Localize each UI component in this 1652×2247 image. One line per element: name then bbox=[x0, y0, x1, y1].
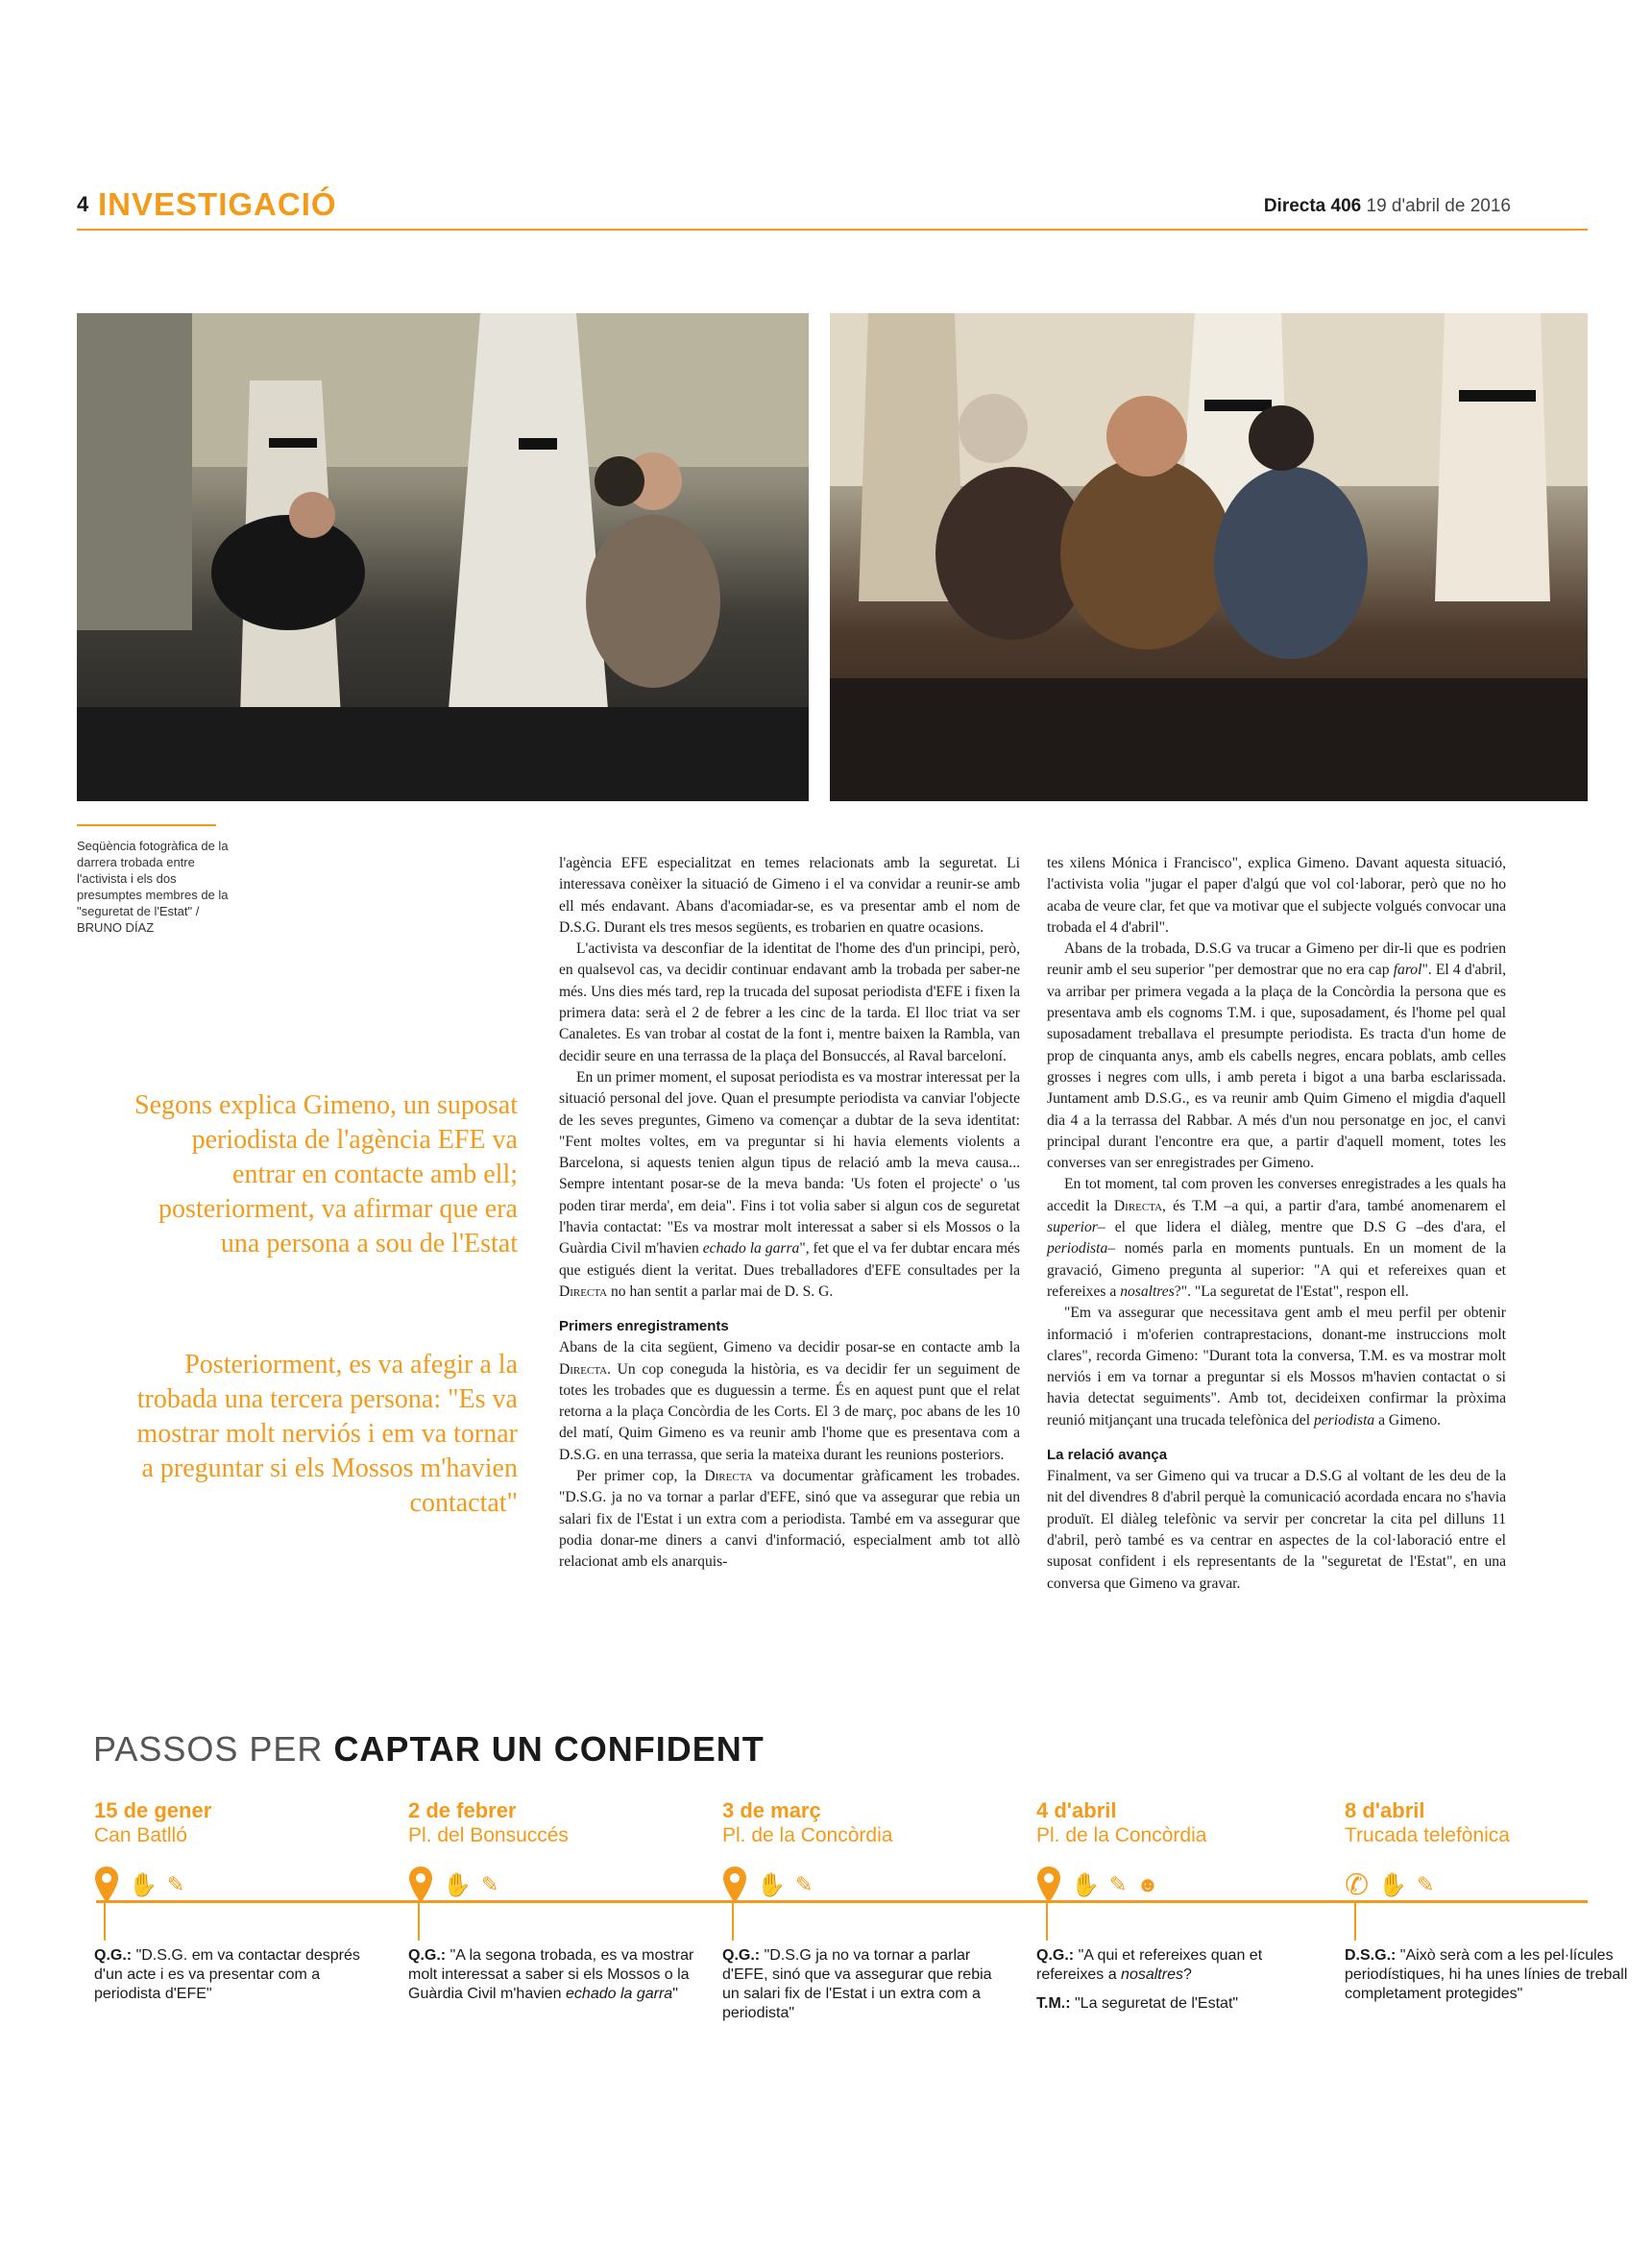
publication-name: Directa 406 bbox=[1263, 196, 1362, 216]
timeline-step bbox=[1345, 1798, 1628, 2004]
timeline-step bbox=[722, 1798, 1010, 2023]
step-place: Trucada telefònica bbox=[1345, 1824, 1510, 1846]
phone-icon: ✆ bbox=[1345, 1868, 1370, 1901]
pull-quote-1: Segons explica Gimeno, un suposat periodista de l'agència EFE va entrar en contacte amb ell; posteriorment, va afirmar que era una persona a sou de l'Estat bbox=[134, 1090, 518, 1258]
location-pin-icon bbox=[408, 1866, 433, 1904]
timeline-title-light: PASSOS PER bbox=[93, 1729, 324, 1769]
step-place: Pl. de la Concòrdia bbox=[1036, 1824, 1207, 1846]
paragraph: En un primer moment, el suposat periodista es va mostrar interessat per la situació personal del jove. Quan el presumpte periodista va canviar l'objecte de les seves preguntes, Gimeno va començar a dubtar de la seva identitat: "Fent moltes voltes, em va preguntar si hi havia elements violents a Barcelona, si aquests tenien algun tipus de relació amb la meva causa... Sempre intentant posar-se de la meva banda: 'Us foten el projecte' o 'us poden tirar merda', em deia". Fins i tot volia saber si algun cos de seguretat l'havia contactat: "Es va mostrar molt interessat a saber si els Mossos o la Guàrdia Civil m'havien echado la garra", fet que el va fer dubtar encara més que estigués dient la veritat. Dues treballadores d'EFE consultades per la Directa no han sentit a parlar mai de D. S. G. bbox=[559, 1068, 1020, 1300]
photo-caption bbox=[77, 838, 231, 936]
article-column-2 bbox=[1047, 853, 1506, 1595]
hand-icon: ✋ bbox=[443, 1872, 472, 1898]
step-place: Can Batlló bbox=[94, 1824, 187, 1846]
step-quote: Q.G.: "A la segona trobada, es va mostrar molt interessat a saber si els Mossos o la Guàrdia Civil m'havien echado la garra" bbox=[408, 1947, 694, 2002]
step-date: 3 de març bbox=[722, 1798, 821, 1822]
timeline-stem bbox=[1046, 1902, 1048, 1941]
step-date: 8 d'abril bbox=[1345, 1798, 1425, 1822]
pencil-icon: ✎ bbox=[1108, 1872, 1128, 1896]
location-pin-icon bbox=[94, 1866, 119, 1904]
article-column-1 bbox=[559, 853, 1020, 1574]
subheading: La relació avança bbox=[1047, 1447, 1168, 1464]
step-quote: Q.G.: "A qui et refereixes quan et refereixes a nosaltres? bbox=[1036, 1947, 1263, 1983]
paragraph: Finalment, va ser Gimeno qui va trucar a D.S.G al voltant de les deu de la nit del divendres 8 d'abril perquè la comunicació acordada encara no s'havia produït. El diàleg telefònic va servir per concretar la cita pel dilluns 11 d'abril, però també es va centrar en aspectes de la col·laboració entre el suposat confident i els representants de la "seguretat de l'Estat", en una conversa que Gimeno va gravar. bbox=[1047, 1468, 1506, 1592]
hand-icon: ✋ bbox=[1378, 1872, 1408, 1898]
hand-icon: ✋ bbox=[129, 1872, 158, 1898]
timeline-stem bbox=[104, 1902, 106, 1941]
header-rule bbox=[77, 229, 1588, 231]
location-pin-icon bbox=[722, 1866, 747, 1904]
paragraph: tes xilens Mónica i Francisco", explica Gimeno. Davant aquesta situació, l'activista volia "jugar el paper d'algú que vol col·laborar, però que no ho acaba de veure clar, fet que va motivar que el subjecte volgués convocar una trobada el 4 d'abril". bbox=[1047, 855, 1506, 936]
step-quote-2: T.M.: "La seguretat de l'Estat" bbox=[1036, 1995, 1239, 2012]
subheading: Primers enregistraments bbox=[559, 1318, 729, 1335]
pencil-icon: ✎ bbox=[1417, 1872, 1435, 1896]
paragraph: l'agència EFE especialitzat en temes relacionats amb la seguretat. Li interessava conèixer la situació de Gimeno i el va convidar a reunir-se amb ell més endavant. Abans d'acomiadar-se, es va presentar amb el nom de D.S.G. Durant els tres mesos següents, es trobarien en quatre ocasions. bbox=[559, 855, 1020, 936]
caption-text: Seqüència fotogràfica de la darrera trobada entre l'activista i els dos presumptes membres de la "seguretat de l'Estat" bbox=[77, 839, 229, 918]
pencil-icon: ✎ bbox=[480, 1872, 499, 1896]
timeline-title bbox=[93, 1729, 765, 1770]
pencil-icon: ✎ bbox=[166, 1872, 185, 1896]
timeline-stem bbox=[418, 1902, 420, 1941]
issue-info bbox=[1264, 196, 1511, 217]
person-icon: ☻ bbox=[1136, 1872, 1159, 1896]
step-quote: D.S.G.: "Això serà com a les pel·lícules periodístiques, hi ha unes línies de treball completament protegides" bbox=[1345, 1947, 1628, 2002]
paragraph: Per primer cop, la Directa va documentar gràficament les trobades. "D.S.G. ja no va tornar a parlar d'EFE, sinó que va assegurar que rebia un salari fix de l'Estat i un extra com a periodista. També em va assegurar que podia donar-me diners a canvi d'informació, especialment amb tot allò relacionat amb els anarquis- bbox=[559, 1468, 1020, 1571]
timeline-title-bold: CAPTAR UN CONFIDENT bbox=[333, 1729, 765, 1769]
step-quote: Q.G.: "D.S.G ja no va tornar a parlar d'EFE, sinó que va assegurar que rebia un salari fix de l'Estat i un extra com a periodista" bbox=[722, 1947, 992, 2021]
timeline-step bbox=[94, 1798, 382, 2004]
hand-icon: ✋ bbox=[1071, 1872, 1100, 1898]
hand-icon: ✋ bbox=[757, 1872, 786, 1898]
section-title: INVESTIGACIÓ bbox=[98, 186, 337, 222]
paragraph: En tot moment, tal com proven les converses enregistrades a les quals ha accedit la Directa, és T.M –a qui, a partir d'ara, també anomenarem el superior– el que lidera el diàleg, mentre que D.S G –des d'ara, el periodista– només parla en moments puntuals. En un moment de la gravació, Gimeno pregunta al superior: "A qui et refereixes quan et refereixes a nosaltres?". "La seguretat de l'Estat", respon ell. bbox=[1047, 1176, 1506, 1300]
pull-quote-2: Posteriorment, es va afegir a la trobada una tercera persona: "Es va mostrar molt nerviós i em va tornar a preguntar si els Mossos m'havien contactat" bbox=[136, 1350, 518, 1518]
step-date: 2 de febrer bbox=[408, 1798, 517, 1822]
step-place: Pl. del Bonsuccés bbox=[408, 1824, 569, 1846]
step-date: 15 de gener bbox=[94, 1798, 212, 1822]
timeline-stem bbox=[732, 1902, 734, 1941]
paragraph: Abans de la cita següent, Gimeno va decidir posar-se en contacte amb la Directa. Un cop coneguda la història, es va decidir fer un seguiment de totes les trobades que es duguessin a terme. És en aquest punt que el relat retorna a la plaça Concòrdia de les Corts. El 3 de març, poc abans de les 10 del matí, Quim Gimeno es va reunir amb l'home que es presentava com a D.S.G. en una terrassa, que seria la mateixa durant les reunions posteriors. bbox=[559, 1339, 1020, 1463]
paragraph: Abans de la trobada, D.S.G va trucar a Gimeno per dir-li que es podrien reunir amb el seu superior "per demostrar que no era cap farol". El 4 d'abril, va arribar per primera vegada a la plaça de la Concòrdia la persona que es presentava amb els cognoms T.M. i que, suposadament, és l'home pel qual suposadament treballava el presumpte periodista. Es tracta d'un home de prop de cinquanta anys, amb els cabells negres, encara poblats, amb celles grosses i negres com ulls, i amb pereta i bigot a una barba esclarissada. Juntament amb D.S.G., es va reunir amb Quim Gimeno el migdia d'aquell dia 4 a la terrassa del Rabbar. A més d'un nou personatge en joc, el canvi principal durant l'encontre era que, a partir d'aquell moment, totes les converses van ser enregistrades per Gimeno. bbox=[1047, 940, 1506, 1172]
timeline-step bbox=[1036, 1798, 1324, 2014]
photo-meeting-right bbox=[830, 313, 1588, 801]
page-number: 4 bbox=[77, 192, 89, 216]
caption-rule bbox=[77, 824, 216, 826]
step-place: Pl. de la Concòrdia bbox=[722, 1824, 893, 1846]
photo-credit: / BRUNO DÍAZ bbox=[77, 904, 200, 935]
timeline-stem bbox=[1354, 1902, 1356, 1941]
location-pin-icon bbox=[1036, 1866, 1061, 1904]
timeline-step bbox=[408, 1798, 696, 2004]
step-quote: Q.G.: "D.S.G. em va contactar després d'un acte i es va presentar com a periodista d'EFE" bbox=[94, 1947, 360, 2002]
pencil-icon: ✎ bbox=[794, 1872, 814, 1896]
photo-meeting-left bbox=[77, 313, 809, 801]
step-date: 4 d'abril bbox=[1036, 1798, 1117, 1822]
issue-date: 19 d'abril de 2016 bbox=[1366, 196, 1511, 216]
paragraph: L'activista va desconfiar de la identitat de l'home des d'un principi, però, en qualsevol cas, va decidir continuar endavant amb la trobada per saber-ne més. Uns dies més tard, rep la trucada del suposat periodista d'EFE i fixen la primera data: serà el 2 de febrer a les cinc de la tarda. El lloc triat va ser Canaletes. Es van trobar al costat de la font i, mentre baixen la Rambla, van decidir seure en una terrassa de la plaça del Bonsuccés, al Raval barceloní. bbox=[559, 940, 1020, 1064]
paragraph: "Em va assegurar que necessitava gent amb el meu perfil per obtenir informació i m'oferien contraprestacions, donant-me instruccions molt clares", recorda Gimeno: "Durant tota la conversa, T.M. es va mostrar molt nerviós i em va tornar a preguntar si els Mossos m'havien contactat o si havia detectat seguiments". Amb tot, decideixen confirmar la pròxima reunió mitjançant una trucada telefònica del periodista a Gimeno. bbox=[1047, 1305, 1506, 1429]
